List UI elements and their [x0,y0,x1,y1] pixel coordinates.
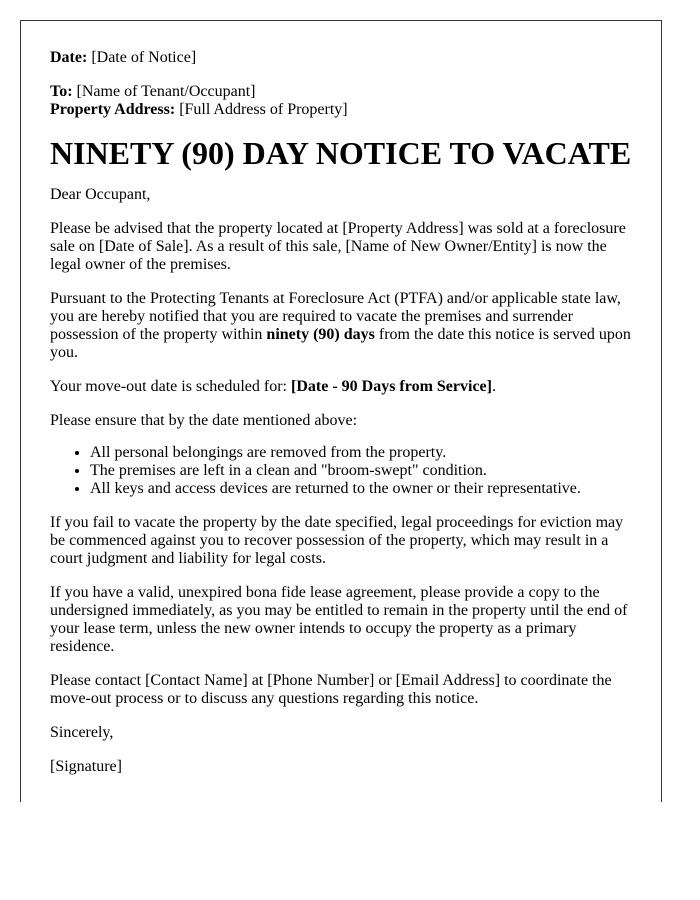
lease-paragraph: If you have a valid, unexpired bona fide lease agreement, please provide a copy to the undersigned immediately, as you may be entitled to remain in the property until the end of your lease term, unless the new owner intends to occupy the property as a primary residence. [50,584,628,655]
signature: [Signature] [50,758,122,775]
ptfa-bold: ninety (90) days [266,326,375,343]
closing: Sincerely, [50,724,114,741]
requirements-list [50,444,632,498]
list-item: • The premises are left in a clean and "broom-swept" condition. [90,462,632,480]
move-out-text: Your move-out date is scheduled for: [50,378,291,395]
to-label: To: [50,83,73,100]
ptfa-paragraph [50,290,632,362]
move-out-date: [Date - 90 Days from Service] [291,378,492,395]
salutation: Dear Occupant, [50,186,151,203]
ensure-paragraph: Please ensure that by the date mentioned above: [50,412,358,429]
contact-paragraph: Please contact [Contact Name] at [Phone Number] or [Email Address] to coordinate the move-out process or to discuss any questions regarding this notice. [50,672,612,707]
recipient-block [50,83,632,119]
sale-paragraph: Please be advised that the property located at [Property Address] was sold at a foreclosure sale on [Date of Sale]. As a result of this sale, [Name of New Owner/Entity] is now the legal owner of the premises. [50,220,626,273]
date-value: [Date of Notice] [87,49,197,66]
move-out-text-end: . [491,378,496,395]
notice-title: NINETY (90) DAY NOTICE TO VACATE [50,135,632,171]
address-label: Property Address: [50,101,176,118]
move-out-date-paragraph [50,378,632,396]
list-item: • All keys and access devices are returned to the owner or their representative. [90,480,632,498]
ptfa-text-end: from the date this notice is served upon you. [50,326,631,361]
notice-document [20,20,662,802]
list-item: • All personal belongings are removed from the property. [90,444,632,462]
to-value: [Name of Tenant/Occupant] [72,83,256,100]
date-line [50,49,632,67]
eviction-paragraph: If you fail to vacate the property by the date specified, legal proceedings for eviction may be commenced against you to recover possession of the property, which may result in a court judgment and liability for legal costs. [50,514,624,567]
date-label: Date: [50,49,88,66]
ptfa-text: Pursuant to the Protecting Tenants at Foreclosure Act (PTFA) and/or applicable state law, you are hereby notified that you are required to vacate the premises and surrender possession of the property within [50,290,621,343]
address-value: [Full Address of Property] [175,101,348,118]
